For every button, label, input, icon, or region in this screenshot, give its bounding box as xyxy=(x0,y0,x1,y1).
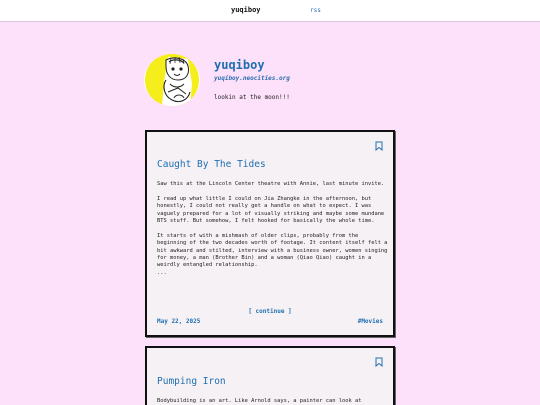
bookmark-icon[interactable] xyxy=(375,141,383,151)
profile-header xyxy=(144,54,404,114)
excerpt-paragraph: I read up what little I could on Jia Zhangke in the afternoon, but honestly, I could not really get a handle on what to expect. I was vaguely prepared for a lot of visually striking and maybe some mundane BTS stuff. But somehow, I felt hooked for basically the whole time. xyxy=(157,195,385,225)
profile-name: yuqiboy xyxy=(214,58,265,72)
post-title-link[interactable]: Pumping Iron xyxy=(157,376,226,387)
post-excerpt xyxy=(157,398,389,405)
profile-site-link[interactable]: yuqiboy.neocities.org xyxy=(214,75,290,82)
top-nav-bar xyxy=(0,0,540,22)
cartoon-character-avatar-icon xyxy=(144,54,200,106)
excerpt-ellipsis: ... xyxy=(157,269,167,276)
bookmark-icon[interactable] xyxy=(375,357,383,367)
post-card xyxy=(145,346,395,405)
post-date: May 22, 2025 xyxy=(157,318,201,325)
continue-reading-link[interactable]: [ continue ] xyxy=(248,308,292,315)
excerpt-paragraph: It starts of with a mishmash of older clips, probably from the beginning of the two decades worth of footage. It content itself felt a bit awkward and stilted, interview with a business owner, women singing for money, a man (Brother Bin) and a woman (Qiao Qiao) caught in a weirdly entangled relationship. xyxy=(157,232,388,269)
post-card xyxy=(145,130,395,337)
excerpt-paragraph: Bodybuilding is an art. Like Arnold says, a painter can look at xyxy=(157,398,362,404)
excerpt-paragraph: Saw this at the Lincoln Center theatre with Annie, last minute invite. xyxy=(157,181,385,187)
profile-bio: lookin at the moon!!! xyxy=(214,94,290,101)
site-title-link[interactable]: yuqiboy xyxy=(231,6,261,14)
avatar xyxy=(144,54,200,106)
post-title-link[interactable]: Caught By The Tides xyxy=(157,159,266,170)
post-tag-link[interactable]: #Movies xyxy=(357,318,383,325)
post-excerpt xyxy=(157,181,389,277)
rss-link[interactable]: rss xyxy=(310,7,321,14)
